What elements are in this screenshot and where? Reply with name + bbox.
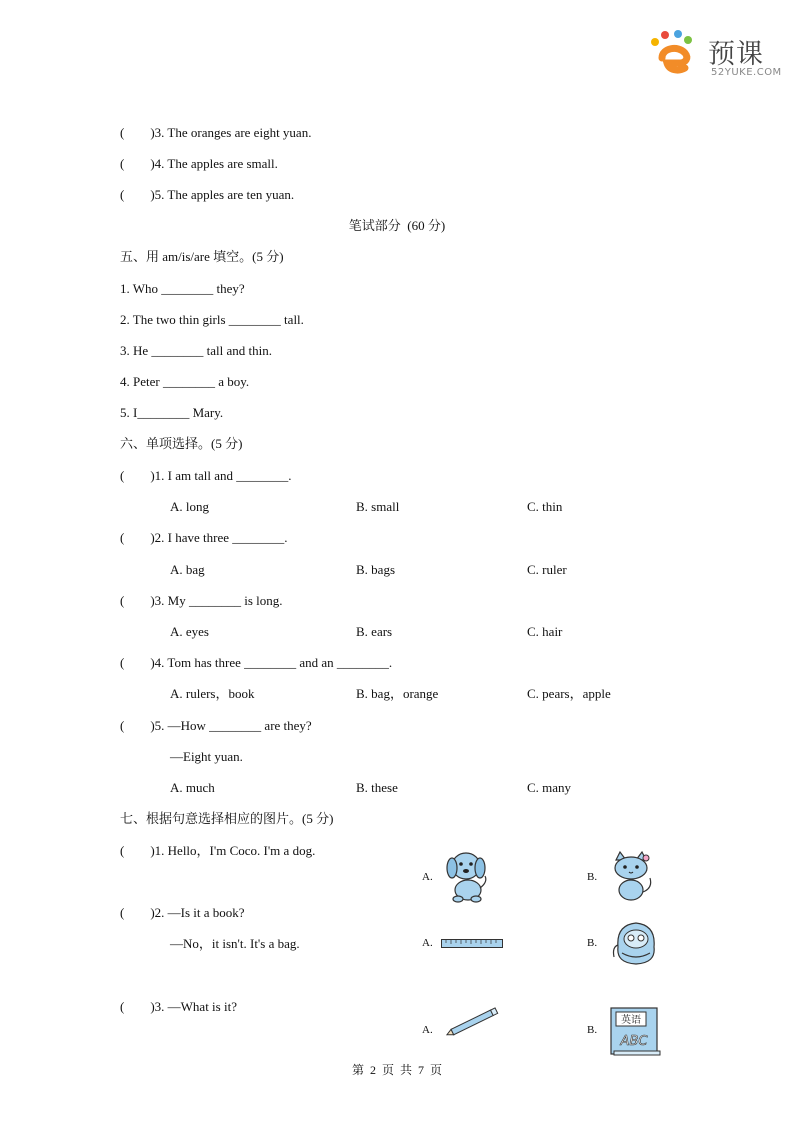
section5-item-5: 5. I________ Mary.	[120, 405, 224, 420]
section6-q4-stem: ( )4. Tom has three ________ and an ________.	[120, 655, 393, 670]
section6-q2-option-c: C. ruler	[527, 562, 567, 577]
section6-q3-option-b: B. ears	[356, 624, 393, 639]
section6-q2-option-a: A. bag	[170, 562, 205, 577]
section6-q4-option-c: C. pears，apple	[527, 686, 611, 701]
section6-q5-option-a: A. much	[170, 780, 215, 795]
section7-q1-stem: ( )1. Hello，I'm Coco. I'm a dog.	[120, 843, 316, 858]
schoolbag-icon	[610, 917, 662, 969]
written-section-header: 笔试部分 (60 分)	[348, 218, 446, 233]
section7-q3-stem: ( )3. —What is it?	[120, 999, 237, 1014]
section6-q5-option-b: B. these	[356, 780, 398, 795]
section7-q2-stem: ( )2. —Is it a book?	[120, 905, 245, 920]
section6-q2-stem: ( )2. I have three ________.	[120, 530, 288, 545]
cat-icon	[606, 850, 656, 902]
section6-q3-option-c: C. hair	[527, 624, 563, 639]
section5-item-3: 3. He ________ tall and thin.	[120, 343, 273, 358]
section5-item-4: 4. Peter ________ a boy.	[120, 374, 250, 389]
section6-q3-stem: ( )3. My ________ is long.	[120, 593, 283, 608]
section7-q3-label-b: B.	[587, 1024, 598, 1036]
section6-q5-option-c: C. many	[527, 780, 572, 795]
section6-q1-option-a: A. long	[170, 499, 209, 514]
listening-item-5: ( )5. The apples are ten yuan.	[120, 187, 295, 202]
section5-title: 五、用 am/is/are 填空。(5 分)	[120, 249, 284, 264]
english-book-icon	[608, 1005, 662, 1057]
section7-q1-label-b: B.	[587, 871, 598, 883]
page-footer: 第 2 页 共 7 页	[351, 1063, 442, 1077]
listening-item-4: ( )4. The apples are small.	[120, 156, 278, 171]
section6-q1-option-b: B. small	[356, 499, 400, 514]
section6-q4-option-a: A. rulers，book	[170, 686, 255, 701]
section6-q1-option-c: C. thin	[527, 499, 563, 514]
listening-item-3: ( )3. The oranges are eight yuan.	[120, 125, 312, 140]
section5-item-2: 2. The two thin girls ________ tall.	[120, 312, 304, 327]
section6-q5-stem: ( )5. —How ________ are they?	[120, 718, 312, 733]
ruler-icon	[441, 939, 503, 949]
logo-name: 预课	[708, 39, 764, 70]
english-book-title: 英语	[621, 1015, 641, 1026]
section7-title: 七、根据句意选择相应的图片。(5 分)	[120, 811, 334, 826]
section6-q1-stem: ( )1. I am tall and ________.	[120, 468, 292, 483]
section7-q3-label-a: A.	[422, 1024, 433, 1036]
dog-icon	[442, 848, 490, 904]
section6-q4-option-b: B. bag，orange	[356, 686, 439, 701]
section7-q2-label-b: B.	[587, 937, 598, 949]
logo-site: 52YUKE.COM	[711, 67, 782, 78]
section6-q5-answer-line: —Eight yuan.	[170, 749, 243, 764]
section7-q2-answer-line: —No，it isn't. It's a bag.	[170, 936, 300, 951]
pencil-icon	[444, 1006, 502, 1038]
section5-item-1: 1. Who ________ they?	[120, 281, 245, 296]
english-book-abc: ABC	[620, 1034, 648, 1049]
section6-q2-option-b: B. bags	[356, 562, 395, 577]
section6-title: 六、单项选择。(5 分)	[120, 436, 243, 451]
section7-q1-label-a: A.	[422, 871, 433, 883]
section6-q3-option-a: A. eyes	[170, 624, 209, 639]
section7-q2-label-a: A.	[422, 937, 433, 949]
